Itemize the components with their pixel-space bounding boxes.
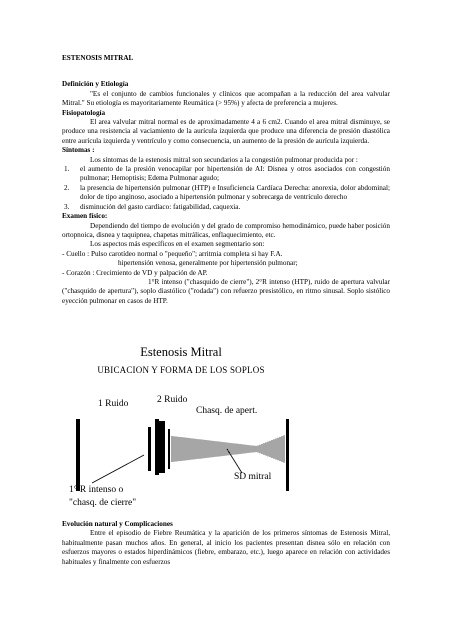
second-sound-block	[155, 419, 159, 475]
list-text: la presencia de hipertensión pulmonar (HTP) e Insuficiencia Cardíaca Derecha: anorexia, dolor abdominal; dolor de tipo anginoso, asociado a hipertensión pulmonar y sobrecarga de ventrículo derecho	[80, 183, 390, 202]
fisiopatologia-heading: Fisiopatología	[62, 108, 106, 117]
examen-cuello: - Cuello : Pulso carotídeo normal o "pequeño"; arritmia completa si hay F.A.	[62, 249, 283, 258]
label-2-ruido: 2 Ruido	[157, 395, 188, 405]
sintomas-intro: Los síntomas de la estenosis mitral son secundarios a la congestión pulmonar producida por :	[90, 155, 358, 164]
examen-corazon: - Corazón : Crecimiento de VD y palpación de AP.	[62, 268, 208, 277]
examen-p1: Dependiendo del tiempo de evolución y del grado de compromiso hemodinámico, puede haber posición ortopnoica, disnea y taquipnea, chapetas mitrálicas, enflaquecimiento, etc.	[62, 221, 390, 239]
examen-corazon-cont	[62, 278, 390, 306]
frame-left-bar	[76, 419, 80, 491]
sintomas-item	[62, 165, 390, 184]
figure-title: Estenosis Mitral	[140, 345, 222, 359]
list-number: 3.	[64, 202, 70, 211]
examen-p2: Los aspectos más específicos en el examen segmentario son:	[90, 240, 265, 249]
murmur-figure	[62, 345, 300, 510]
arrow-r1-intenso	[92, 455, 144, 483]
label-chasquido-cierre: "chasq. de cierre"	[69, 498, 137, 508]
evolucion-text: Entre el episodio de Fiebre Reumática y la aparición de los primeros síntomas de Estenosis Mitral, habitualmente pasan muchos años. En general, al inicio los pacientes presentan disnea sólo en relación con esfuerzos mayores o estados hiperdinámicos (fiebre, embarazo, etc.), luego aparece en relación con actividades habituales y finalmente con esfuerzos	[62, 529, 390, 566]
sintomas-heading: Síntomas :	[62, 146, 95, 155]
sintomas-item	[62, 203, 390, 212]
list-text: disminución del gasto cardíaco: fatigabilidad, caquexia.	[80, 202, 241, 211]
list-number: 1.	[64, 165, 70, 174]
document-title: ESTENOSIS MITRAL	[62, 54, 134, 62]
examen-heading: Examen físico:	[62, 212, 108, 221]
label-1-ruido: 1 Ruido	[98, 399, 129, 409]
first-sound-bar	[148, 427, 151, 471]
list-number: 2.	[64, 183, 70, 192]
diastolic-rumble	[172, 435, 284, 462]
second-sound-block-inner	[159, 421, 165, 473]
evolucion-heading: Evolución natural y Complicaciones	[62, 520, 173, 528]
sintomas-item	[62, 184, 390, 203]
examen-corazon-text: 1°R intenso ("chasquido de cierre"), 2°R intenso (HTP), ruido de apertura valvular ("chasquido de apertura"), soplo diastólico ("rodada") con refuerzo presistólico, en ritmo sinusal. Soplo sistólico eyección pulmonar en casos de HTP.	[62, 277, 390, 305]
opening-snap-bar	[168, 429, 170, 469]
label-1r-intenso: 1° R intenso o	[69, 485, 124, 495]
fisiopatologia-text: El area valvular mitral normal es de aproximadamente 4 a 6 cm2. Cuando el area mitral disminuye, se produce una resistencia al vaciamiento de la aurícula izquierda que produce una diferencia de presión diastólica entre aurícula izquierda y ventrículo y como consecuencia, un aumento de la presión de aurícula izquierda.	[62, 118, 390, 145]
definicion-text: "Es el conjunto de cambios funcionales y clínicos que acompañan a la reducción del area valvular Mitral." Su etiología es mayoritariamente Reumática (> 95%) y afecta de preferencia a mujeres.	[62, 89, 390, 108]
definicion-heading: Definición y Etiología	[62, 80, 129, 89]
list-text: el aumento de la presión venocapilar por hipertensión de AI: Disnea y otros asociados con congestión pulmonar; Hemoptisis; Edema Pulmonar agudo;	[80, 165, 390, 183]
frame-right-bar	[286, 419, 289, 491]
label-chasquido-apertura: Chasq. de apert.	[196, 406, 258, 416]
figure-subtitle: UBICACION Y FORMA DE LOS SOPLOS	[97, 365, 265, 375]
evolucion-section	[62, 520, 390, 567]
label-sd-mitral: SD mitral	[234, 472, 272, 482]
document-page	[62, 54, 390, 306]
examen-cuello-cont: hipertensión venosa, generalmente por hipertensión pulmonar;	[118, 259, 298, 268]
